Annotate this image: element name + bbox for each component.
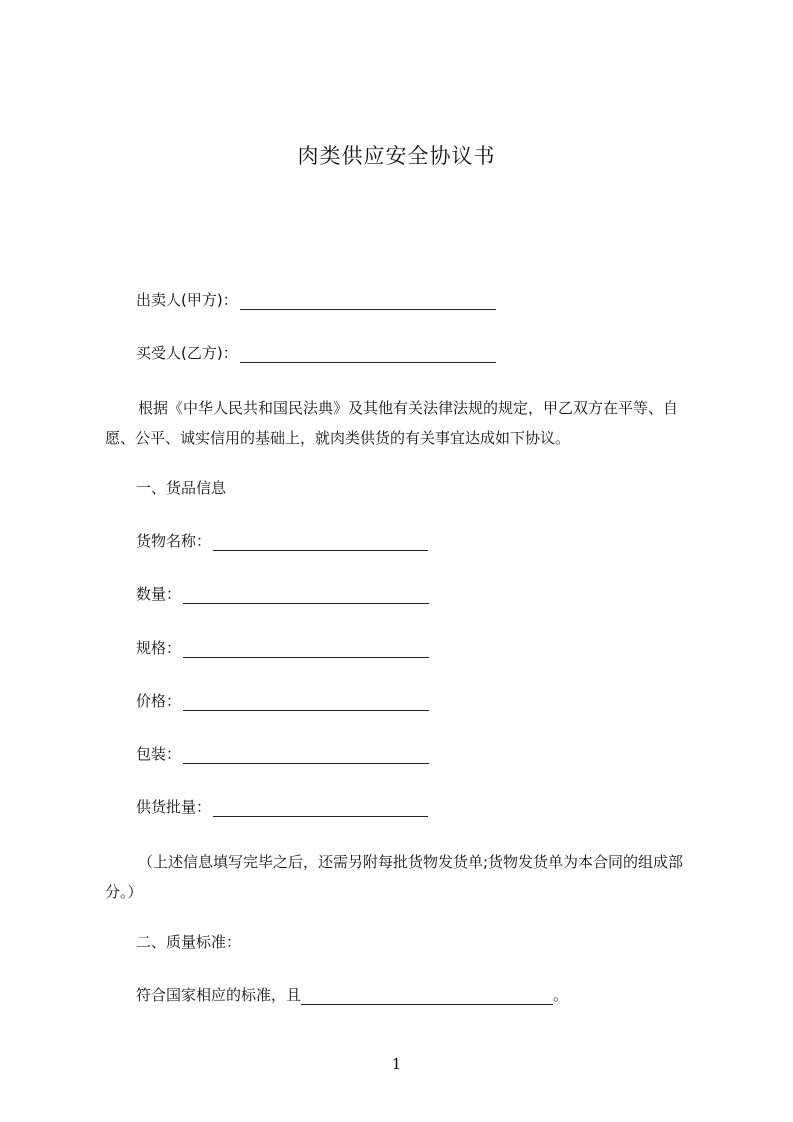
batch-blank-field[interactable] bbox=[213, 800, 428, 817]
price-label: 价格： bbox=[136, 692, 182, 710]
section2-heading-text: 二、质量标准： bbox=[136, 933, 242, 951]
spec-blank-field[interactable] bbox=[183, 641, 429, 658]
buyer-label: 买受人(乙方)： bbox=[136, 344, 238, 362]
quality-suffix: 。 bbox=[553, 986, 569, 1004]
packaging-blank-field[interactable] bbox=[183, 747, 429, 764]
seller-blank-field[interactable] bbox=[240, 293, 496, 310]
buyer-line bbox=[136, 343, 496, 363]
batch-label: 供货批量： bbox=[136, 798, 212, 816]
price-line bbox=[136, 691, 429, 711]
section2-heading bbox=[136, 932, 241, 952]
packaging-line bbox=[136, 744, 429, 764]
goods-name-label: 货物名称： bbox=[136, 532, 212, 550]
price-blank-field[interactable] bbox=[183, 694, 429, 711]
quality-prefix: 符合国家相应的标准，且 bbox=[136, 986, 302, 1004]
goods-name-line bbox=[136, 531, 428, 551]
quantity-label: 数量： bbox=[136, 585, 182, 603]
seller-label: 出卖人(甲方)： bbox=[136, 291, 238, 309]
page-number: 1 bbox=[391, 1055, 402, 1073]
spec-line bbox=[136, 638, 429, 658]
quantity-line bbox=[136, 584, 429, 604]
section1-heading bbox=[136, 478, 226, 498]
note-paragraph: （上述信息填写完毕之后，还需另附每批货物发货单;货物发货单为本合同的组成部分。） bbox=[105, 853, 684, 901]
packaging-label: 包装： bbox=[136, 745, 182, 763]
section1-heading-text: 一、货品信息 bbox=[136, 479, 227, 497]
goods-name-blank-field[interactable] bbox=[213, 534, 428, 551]
seller-line bbox=[136, 290, 496, 310]
quality-blank-field[interactable] bbox=[301, 988, 553, 1005]
document-title: 肉类供应安全协议书 bbox=[297, 144, 496, 168]
buyer-blank-field[interactable] bbox=[240, 346, 496, 363]
quality-line bbox=[136, 985, 568, 1005]
quantity-blank-field[interactable] bbox=[183, 587, 429, 604]
batch-line bbox=[136, 797, 428, 817]
intro-paragraph: 根据《中华人民共和国民法典》及其他有关法律法规的规定，甲乙双方在平等、自愿、公平、诚实信用的基础上，就肉类供货的有关事宜达成如下协议。 bbox=[105, 399, 679, 447]
spec-label: 规格： bbox=[136, 639, 182, 657]
